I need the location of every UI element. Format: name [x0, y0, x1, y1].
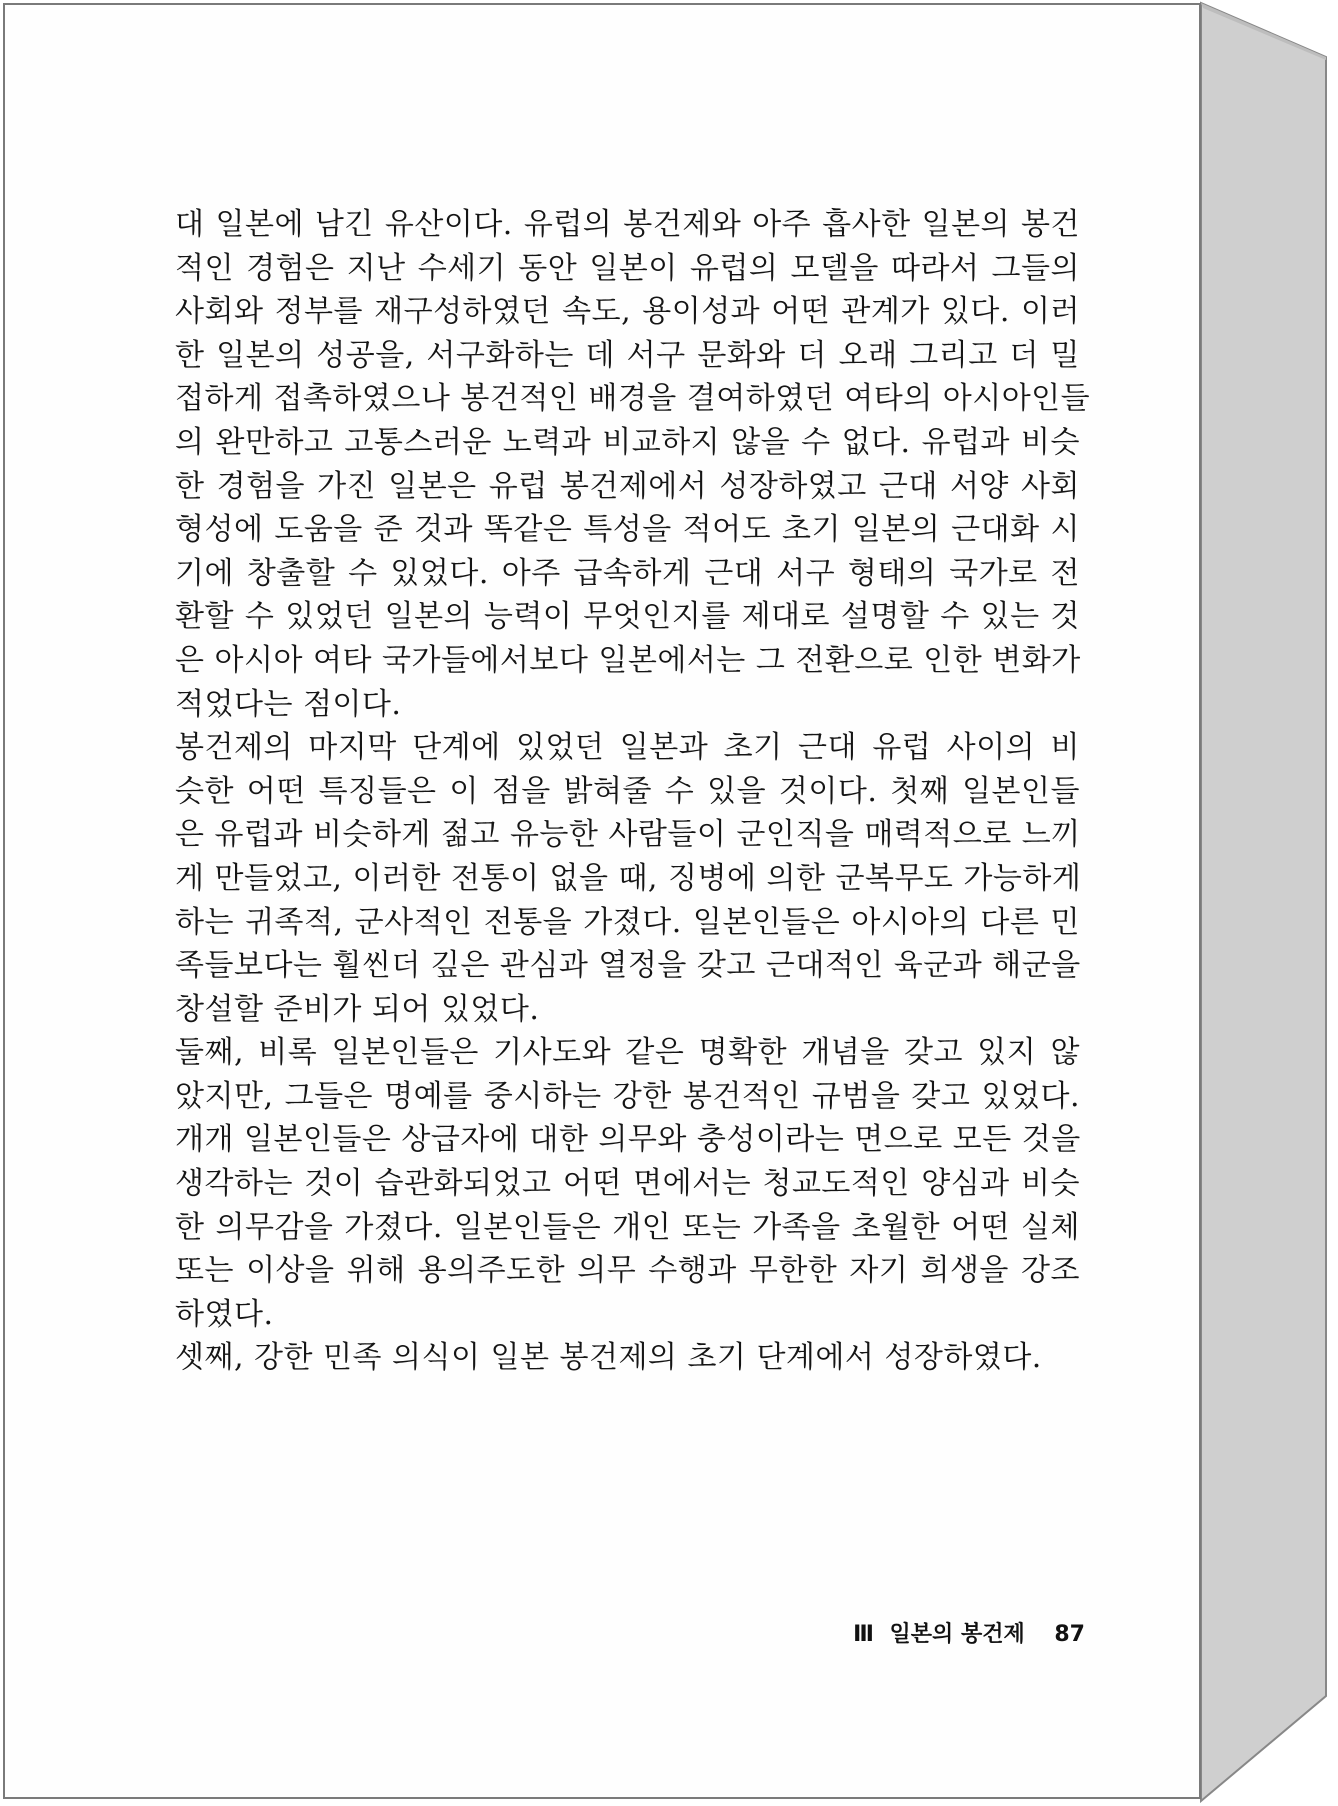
text-line: 개개 일본인들은 상급자에 대한 의무와 충성이라는 면으로 모든 것을 [175, 1122, 1081, 1158]
text-line: 하였다. [175, 1296, 274, 1332]
chapter-numeral: Ⅲ [853, 1622, 874, 1647]
text-line: 셋째, 강한 민족 의식이 일본 봉건제의 초기 단계에서 성장하였다. [175, 1340, 1042, 1376]
text-line: 또는 이상을 위해 용의주도한 의무 수행과 무한한 자기 희생을 강조 [175, 1253, 1080, 1289]
text-line: 적었다는 점이다. [175, 686, 402, 722]
text-line: 았지만, 그들은 명예를 중시하는 강한 봉건적인 규범을 갖고 있었다. [175, 1078, 1080, 1114]
text-line: 슷한 어떤 특징들은 이 점을 밝혀줄 수 있을 것이다. 첫째 일본인들 [175, 773, 1080, 809]
text-line: 접하게 접촉하였으나 봉건적인 배경을 결여하였던 여타의 아시아인들 [175, 381, 1091, 417]
text-line: 기에 창출할 수 있었다. 아주 급속하게 근대 서구 형태의 국가로 전 [175, 555, 1080, 591]
text-line: 창설할 준비가 되어 있었다. [175, 991, 540, 1027]
text-line: 대 일본에 남긴 유산이다. 유럽의 봉건제와 아주 흡사한 일본의 봉건 [175, 207, 1080, 242]
text-line: 적인 경험은 지난 수세기 동안 일본이 유럽의 모델을 따라서 그들의 [175, 250, 1080, 286]
body-text [175, 203, 1091, 1380]
running-footer [835, 1617, 1085, 1648]
chapter-title: 일본의 봉건제 [889, 1622, 1025, 1647]
text-line: 환할 수 있었던 일본의 능력이 무엇인지를 제대로 설명할 수 있는 것 [175, 599, 1080, 635]
text-line: 한 일본의 성공을, 서구화하는 데 서구 문화와 더 오래 그리고 더 밀 [175, 337, 1080, 373]
text-line: 사회와 정부를 재구성하였던 속도, 용이성과 어떤 관계가 있다. 이러 [175, 294, 1080, 330]
page-number: 87 [1054, 1622, 1085, 1647]
text-line: 의 완만하고 고통스러운 노력과 비교하지 않을 수 없다. 유럽과 비슷 [175, 424, 1080, 460]
text-line: 게 만들었고, 이러한 전통이 없을 때, 징병에 의한 군복무도 가능하게 [175, 860, 1082, 896]
text-line: 봉건제의 마지막 단계에 있었던 일본과 초기 근대 유럽 사이의 비 [175, 730, 1080, 766]
text-line: 생각하는 것이 습관화되었고 어떤 면에서는 청교도적인 양심과 비슷 [175, 1166, 1080, 1202]
text-line: 하는 귀족적, 군사적인 전통을 가졌다. 일본인들은 아시아의 다른 민 [175, 904, 1080, 940]
text-line: 은 유럽과 비슷하게 젊고 유능한 사람들이 군인직을 매력적으로 느끼 [175, 817, 1081, 853]
text-line: 한 경험을 가진 일본은 유럽 봉건제에서 성장하였고 근대 서양 사회 [175, 468, 1080, 504]
text-line: 한 의무감을 가졌다. 일본인들은 개인 또는 가족을 초월한 어떤 실체 [175, 1209, 1080, 1245]
text-line: 형성에 도움을 준 것과 똑같은 특성을 적어도 초기 일본의 근대화 시 [175, 512, 1080, 548]
text-line: 족들보다는 훨씬더 깊은 관심과 열정을 갖고 근대적인 육군과 해군을 [175, 948, 1081, 984]
text-line: 둘째, 비록 일본인들은 기사도와 같은 명확한 개념을 갖고 있지 않 [175, 1035, 1080, 1071]
text-line: 은 아시아 여타 국가들에서보다 일본에서는 그 전환으로 인한 변화가 [175, 642, 1081, 678]
book-page [3, 3, 1201, 1799]
